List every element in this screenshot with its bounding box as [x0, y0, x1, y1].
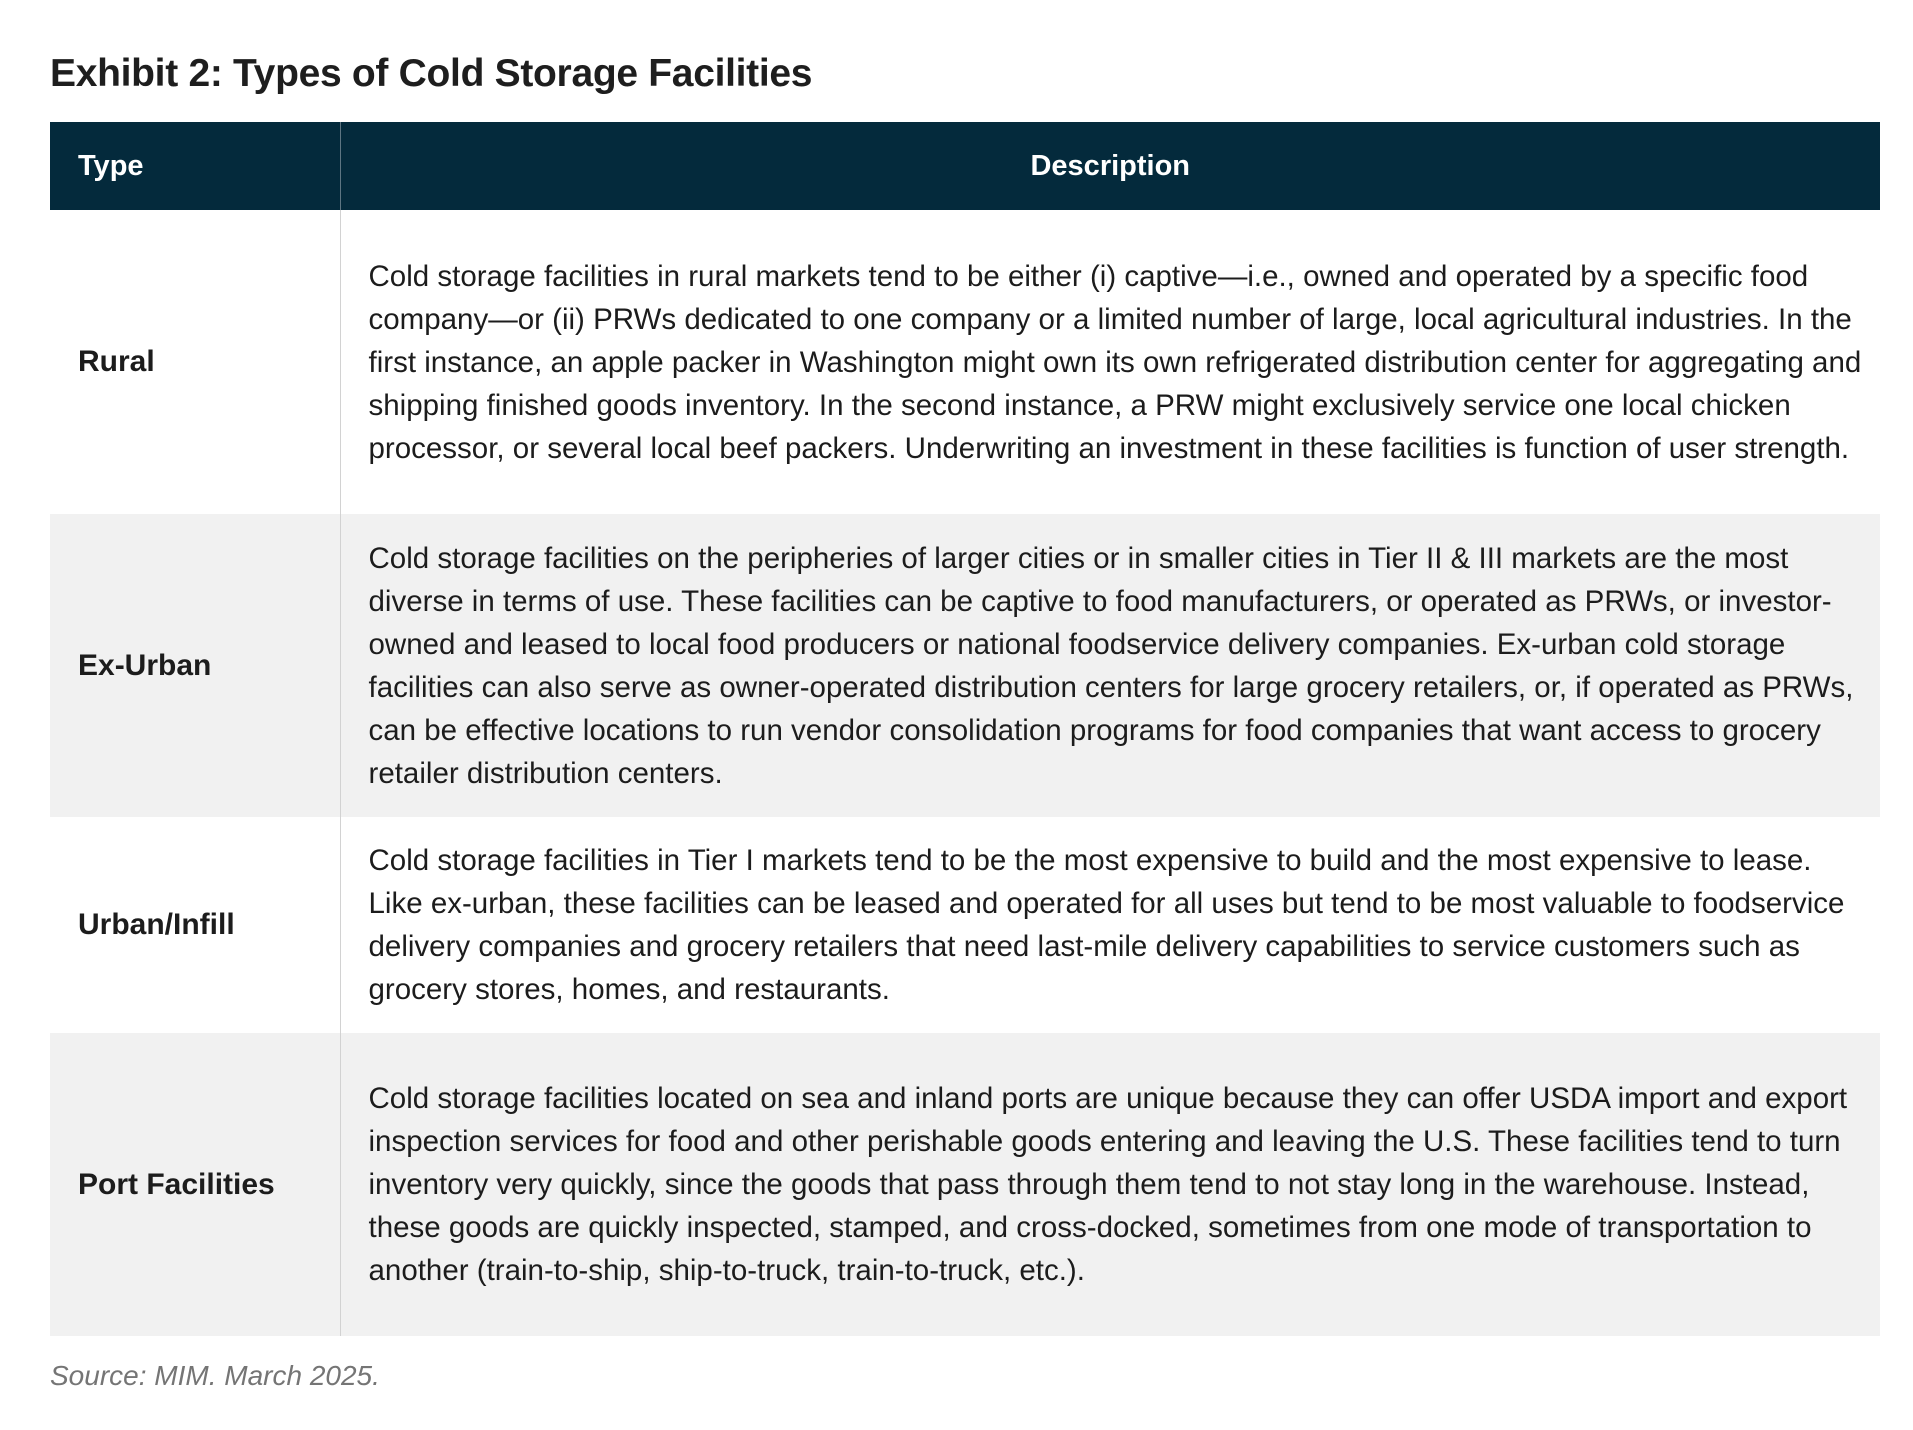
source-note: Source: MIM. March 2025.	[50, 1360, 380, 1391]
facility-types-table	[50, 122, 1880, 1336]
table-row-rural	[50, 210, 1880, 514]
table-header	[50, 122, 1880, 210]
table-row-ex-urban	[50, 514, 1880, 817]
type-cell: Rural	[50, 210, 340, 514]
description-cell: Cold storage facilities located on sea and inland ports are unique because they can offer USDA import and export inspection services for food and other perishable goods entering and leaving the U.S. These facilities tend to turn inventory very quickly, since the goods that pass through them tend to not stay long in the warehouse. Instead, these goods are quickly inspected, stamped, and cross-docked, sometimes from one mode of transportation to another (train-to-ship, ship-to-truck, train-to-truck, etc.).	[340, 1033, 1880, 1336]
column-header-type: Type	[50, 122, 340, 210]
table-row-urban-infill	[50, 817, 1880, 1033]
description-cell: Cold storage facilities on the peripheries of larger cities or in smaller cities in Tier II & III markets are the most diverse in terms of use. These facilities can be captive to food manufacturers, or operated as PRWs, or investor-owned and leased to local food producers or national foodservice delivery companies. Ex-urban cold storage facilities can also serve as owner-operated distribution centers for large grocery retailers, or, if operated as PRWs, can be effective locations to run vendor consolidation programs for food companies that want access to grocery retailer distribution centers.	[340, 514, 1880, 817]
type-cell: Urban/Infill	[50, 817, 340, 1033]
header-row	[50, 122, 1880, 210]
table-row-port-facilities	[50, 1033, 1880, 1336]
column-header-description: Description	[340, 122, 1880, 210]
type-cell: Port Facilities	[50, 1033, 340, 1336]
description-cell: Cold storage facilities in Tier I markets tend to be the most expensive to build and the most expensive to lease. Like ex-urban, these facilities can be leased and operated for all uses but tend to be most valuable to foodservice delivery companies and grocery retailers that need last-mile delivery capabilities to service customers such as grocery stores, homes, and restaurants.	[368, 844, 1845, 1006]
description-cell: Cold storage facilities in rural markets tend to be either (i) captive—i.e., owned and operated by a specific food company—or (ii) PRWs dedicated to one company or a limited number of large, local agricultural industries. In the first instance, an apple packer in Washington might own its own refrigerated distribution center for aggregating and shipping finished goods inventory. In the second instance, a PRW might exclusively service one local chicken processor, or several local beef packers. Underwriting an investment in these facilities is function of user strength.	[368, 259, 1862, 465]
exhibit	[50, 46, 1880, 1396]
table-body	[50, 210, 1880, 1336]
exhibit-title: Exhibit 2: Types of Cold Storage Facilities	[50, 52, 813, 95]
type-cell: Ex-Urban	[50, 514, 340, 817]
